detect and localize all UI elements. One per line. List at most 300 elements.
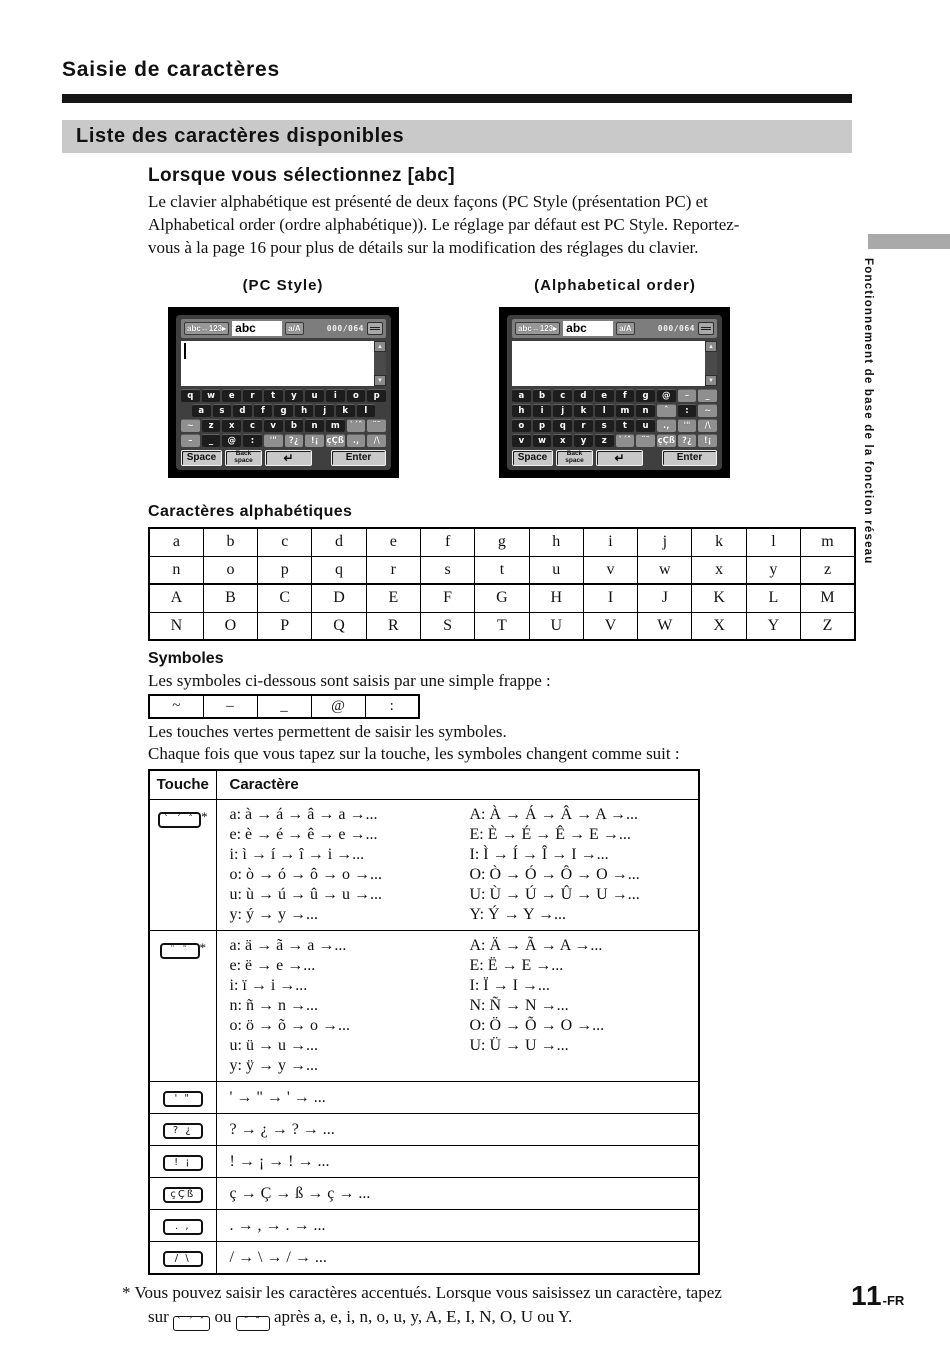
keyboard-key: r	[243, 389, 262, 402]
footnote-marker: *	[199, 939, 206, 955]
alphabet-cell: s	[420, 556, 474, 584]
alphabet-cell: H	[529, 584, 583, 612]
keyboard-icon	[698, 322, 714, 335]
keyboard-key: r	[574, 419, 593, 432]
accent-key-icon: ˋ ˊ ˆ	[158, 812, 201, 828]
keyboard-key: k	[574, 404, 593, 417]
keyboard-key: /\	[698, 419, 717, 432]
alphabet-cell: u	[529, 556, 583, 584]
keyboard-key: ?¿	[285, 434, 304, 447]
alphabet-cell: f	[420, 528, 474, 556]
footnote	[122, 1281, 862, 1331]
case-toggle-button: a/A	[285, 322, 303, 335]
backspace-key-label: Back	[235, 450, 252, 458]
uppercase-sequence: A: Ä → Ã → A →...	[469, 936, 603, 954]
keyboard-key: @	[657, 389, 676, 402]
keyboard-key: t	[616, 419, 635, 432]
keyboard-key: c	[243, 419, 262, 432]
footnote-text: Vous pouvez saisir les caractères accentués. Lorsque vous saisissez un caractère, tapez	[134, 1283, 722, 1302]
keyboard-key: i	[533, 404, 552, 417]
lowercase-sequence: y: ý → y →...	[229, 905, 318, 923]
accent-key-icon: ! ¡	[163, 1155, 203, 1171]
alphabet-cell: B	[203, 584, 257, 612]
uppercase-sequence: Y: Ý → Y →...	[469, 905, 566, 923]
footnote-text: ou	[210, 1307, 236, 1326]
uppercase-sequence: O: Ò → Ó → Ô → O →...	[469, 865, 640, 883]
alphabet-cell: F	[420, 584, 474, 612]
keyboard-key: /\	[367, 434, 386, 447]
diaeresis-tilde-key-icon: ¨ ˜	[236, 1316, 270, 1331]
keyboard-key: _	[202, 434, 221, 447]
lowercase-sequence: i: ì → í → î → i →...	[229, 845, 365, 863]
keyboard-key: b	[533, 389, 552, 402]
character-cell	[216, 1209, 699, 1241]
lowercase-sequence: i: ï → i →...	[229, 976, 308, 994]
character-sequence-line	[230, 845, 699, 865]
character-column-header: Caractère	[216, 770, 699, 799]
keyboard-key: q	[181, 389, 200, 402]
character-sequence-line	[230, 1036, 699, 1056]
alphabet-cell: W	[638, 612, 692, 640]
scroll-up-icon: ▲	[705, 341, 717, 352]
footnote-star: *	[122, 1283, 135, 1302]
symbols-intro-text: Les symboles ci-dessous sont saisis par une simple frappe :	[148, 671, 551, 690]
keyboard-key: u	[636, 419, 655, 432]
symbols-note-2: Chaque fois que vous tapez sur la touche, les symboles changent comme suit :	[148, 744, 680, 763]
key-table-row	[149, 930, 699, 1081]
scrollbar	[705, 341, 717, 385]
keyboard-screenshot-alphabetical	[499, 307, 730, 478]
character-sequence-line	[230, 1016, 699, 1036]
uppercase-sequence: U: Ù → Ú → Û → U →...	[469, 885, 640, 903]
key-character-table	[148, 769, 700, 1275]
keyboard-key-row	[181, 434, 386, 447]
keyboard-key: h	[295, 404, 314, 417]
subsection-title: Lorsque vous sélectionnez [abc]	[148, 165, 455, 186]
input-mode-field: abc	[563, 321, 613, 336]
alphabet-cell: k	[692, 528, 746, 556]
keyboard-key: '"	[678, 419, 697, 432]
keyboard-key: ˆ	[657, 404, 676, 417]
alphabet-cell: r	[366, 556, 420, 584]
text-display	[512, 341, 705, 385]
accent-key-icon: ? ¿	[163, 1123, 203, 1139]
alphabet-cell: J	[638, 584, 692, 612]
uppercase-sequence: N: Ñ → N →...	[469, 996, 569, 1014]
alphabet-cell: l	[746, 528, 800, 556]
character-sequence-line	[230, 865, 699, 885]
alphabet-cell: M	[801, 584, 855, 612]
keyboard-key: b	[285, 419, 304, 432]
alphabet-cell: V	[583, 612, 637, 640]
keyboard-key: j	[315, 404, 334, 417]
character-sequence-line	[230, 956, 699, 976]
alphabet-cell: Y	[746, 612, 800, 640]
scroll-down-icon: ▼	[374, 375, 386, 386]
backspace-key	[556, 450, 593, 466]
alphabet-cell: z	[801, 556, 855, 584]
alphabet-row	[149, 612, 855, 640]
alphabet-row	[149, 528, 855, 556]
intro-line: Le clavier alphabétique est présenté de deux façons (PC Style (présentation PC) et	[148, 192, 708, 211]
symbols-table	[148, 694, 420, 719]
scroll-up-icon: ▲	[374, 341, 386, 352]
alphabet-cell: T	[475, 612, 529, 640]
intro-paragraph	[148, 190, 864, 259]
key-cell	[149, 1209, 216, 1241]
keyboard-key: .,	[657, 419, 676, 432]
alphabet-cell: p	[258, 556, 312, 584]
symbols-note-1: Les touches vertes permettent de saisir les symboles.	[148, 722, 507, 741]
symbols-row	[149, 695, 419, 718]
alphabet-cell: d	[312, 528, 366, 556]
keyboard-icon	[367, 322, 383, 335]
symbols-heading: Symboles	[148, 650, 224, 667]
alphabet-cell: K	[692, 584, 746, 612]
key-cell	[149, 1241, 216, 1274]
alphabet-cell: G	[475, 584, 529, 612]
keyboard-key: p	[367, 389, 386, 402]
character-cell	[216, 1177, 699, 1209]
keyboard-key: ¨˜	[367, 419, 386, 432]
keyboard-key: d	[574, 389, 593, 402]
key-cell	[149, 1145, 216, 1177]
alphabet-cell: D	[312, 584, 366, 612]
keyboard-key: '"	[264, 434, 283, 447]
character-cell	[216, 1145, 699, 1177]
keyboard-key: e	[595, 389, 614, 402]
character-sequence-line	[230, 976, 699, 996]
keyboard-bezel	[507, 315, 722, 470]
key-cell	[149, 799, 216, 930]
keyboard-key: a	[192, 404, 211, 417]
character-sequence-line	[230, 996, 699, 1016]
alphabet-cell: i	[583, 528, 637, 556]
keyboard-key: a	[512, 389, 531, 402]
alphabet-cell: E	[366, 584, 420, 612]
return-key: ↵	[596, 450, 643, 466]
footnote-line-2	[148, 1305, 862, 1331]
keyboard-key-row	[512, 404, 717, 417]
alphabet-cell: L	[746, 584, 800, 612]
alphabet-cell: g	[475, 528, 529, 556]
intro-line: vous à la page 16 pour plus de détails sur la modification des réglages du clavier.	[148, 238, 699, 257]
keyboard-key: n	[305, 419, 324, 432]
keyboard-key: s	[213, 404, 232, 417]
keyboard-key: y	[285, 389, 304, 402]
uppercase-sequence: U: Ü → U →...	[469, 1036, 569, 1054]
keyboard-key-row	[181, 389, 386, 402]
keyboard-key: h	[512, 404, 531, 417]
alphabet-cell: N	[149, 612, 203, 640]
keyboard-key: ~	[698, 404, 717, 417]
keyboard-key: u	[305, 389, 324, 402]
character-sequence-line: ? → ¿ → ? → ...	[229, 1120, 335, 1138]
keyboard-key: x	[553, 434, 572, 447]
keyboard-key: z	[595, 434, 614, 447]
key-table-row	[149, 1145, 699, 1177]
grave-acute-circumflex-key-icon: ˋ ˊ ˆ	[173, 1316, 210, 1331]
character-cell	[216, 1113, 699, 1145]
character-sequence-line	[230, 885, 699, 905]
space-key: Space	[181, 450, 222, 466]
keyboard-key: w	[533, 434, 552, 447]
symbol-cell: @	[311, 695, 365, 718]
symbol-cell: –	[203, 695, 257, 718]
backspace-key-label: space	[234, 456, 253, 464]
keyboard-key: s	[595, 419, 614, 432]
accent-key-icon: / \	[163, 1251, 203, 1267]
enter-key: Enter	[331, 450, 386, 466]
keyboard-key: z	[202, 419, 221, 432]
keyboard-key: ˋˊˆ	[347, 419, 366, 432]
lowercase-sequence: a: ä → ã → a →...	[229, 936, 347, 954]
keyboard-key-row	[181, 404, 386, 417]
lowercase-sequence: o: ò → ó → ô → o →...	[229, 865, 382, 883]
accent-key-icon: . ,	[163, 1219, 203, 1235]
key-table-row	[149, 1241, 699, 1274]
keyboard-key: o	[347, 389, 366, 402]
alphabet-cell: a	[149, 528, 203, 556]
mode-toggle-button: abc↔123▸	[515, 322, 560, 335]
uppercase-sequence: A: À → Á → Â → A →...	[469, 805, 638, 823]
accent-key-icon: ' "	[163, 1091, 203, 1107]
alphabetic-characters-table	[148, 527, 856, 641]
keyboard-caption-alphabetical: (Alphabetical order)	[534, 277, 696, 294]
intro-line: Alphabetical order (ordre alphabétique)). Le réglage par défaut est PC Style. Reportez-	[148, 215, 740, 234]
alphabet-cell: C	[258, 584, 312, 612]
lowercase-sequence: u: ü → u →...	[229, 1036, 318, 1054]
alphabet-cell: j	[638, 528, 692, 556]
keyboard-key: d	[233, 404, 252, 417]
character-sequence-line	[230, 825, 699, 845]
character-sequence-line: / → \ → / → ...	[229, 1248, 327, 1266]
keyboard-key-row	[512, 419, 717, 432]
alphabet-cell: v	[583, 556, 637, 584]
alphabet-cell: U	[529, 612, 583, 640]
keyboard-key: q	[553, 419, 572, 432]
keyboard-key: .,	[347, 434, 366, 447]
keyboard-keys	[181, 389, 386, 449]
accent-key-icon: çÇß	[163, 1187, 203, 1203]
panel-icon-line	[701, 327, 711, 328]
keyboard-key: l	[357, 404, 376, 417]
text-cursor	[184, 343, 186, 359]
character-sequence-line: ç → Ç → ß → ç → ...	[229, 1184, 371, 1202]
mode-toggle-button: abc↔123▸	[184, 322, 229, 335]
keyboard-key: :	[243, 434, 262, 447]
character-sequence-line	[230, 805, 699, 825]
keyboard-key: l	[595, 404, 614, 417]
alphabet-cell: m	[801, 528, 855, 556]
alphabet-cell: S	[420, 612, 474, 640]
symbol-cell: :	[365, 695, 419, 718]
keyboard-key: :	[678, 404, 697, 417]
character-cell	[216, 1241, 699, 1274]
keyboard-key: @	[222, 434, 241, 447]
alphabet-cell: b	[203, 528, 257, 556]
alphabet-cell: R	[366, 612, 420, 640]
backspace-key-label: Back	[566, 450, 583, 458]
keyboard-key: çÇß	[657, 435, 675, 446]
keyboard-key: e	[222, 389, 241, 402]
alphabet-row	[149, 556, 855, 584]
keyboard-key: ?¿	[678, 434, 697, 447]
keyboard-bezel	[176, 315, 391, 470]
enter-key: Enter	[662, 450, 717, 466]
text-display	[181, 341, 374, 385]
text-entry-area	[181, 341, 386, 385]
alphabet-row	[149, 584, 855, 612]
alphabet-cell: o	[203, 556, 257, 584]
page-number: 11 -FR	[851, 1280, 905, 1311]
lowercase-sequence: y: ÿ → y →...	[229, 1056, 318, 1074]
keyboard-key: k	[336, 404, 355, 417]
keyboard-key-row	[512, 389, 717, 402]
keyboard-key: f	[616, 389, 635, 402]
keyboard-key: y	[574, 434, 593, 447]
keyboard-key: –	[678, 389, 697, 402]
keyboard-key: _	[698, 389, 717, 402]
character-sequence-line	[230, 905, 699, 925]
key-cell	[149, 930, 216, 1081]
uppercase-sequence: I: Ì → Í → Î → I →...	[469, 845, 609, 863]
panel-icon-line	[370, 327, 380, 328]
character-cell	[216, 799, 699, 930]
text-entry-area	[512, 341, 717, 385]
backspace-key	[225, 450, 262, 466]
keyboard-key: j	[553, 404, 572, 417]
panel-icon-line	[370, 329, 380, 330]
alphabet-cell: y	[746, 556, 800, 584]
key-cell	[149, 1177, 216, 1209]
keyboard-key-row	[181, 419, 386, 432]
keyboard-key: i	[326, 389, 345, 402]
lowercase-sequence: e: ë → e →...	[229, 956, 316, 974]
key-table-row	[149, 1209, 699, 1241]
keyboard-key: n	[636, 404, 655, 417]
keyboard-keys	[512, 389, 717, 449]
keyboard-key: g	[274, 404, 293, 417]
return-key: ↵	[265, 450, 312, 466]
page-title: Saisie de caractères	[62, 58, 280, 81]
uppercase-sequence: O: Ö → Õ → O →...	[469, 1016, 605, 1034]
chapter-sidebar-label: Fonctionnement de base de la fonction réseau	[862, 258, 874, 565]
alphabet-cell: P	[258, 612, 312, 640]
keyboard-bottom-row	[512, 450, 717, 466]
alphabet-cell: I	[583, 584, 637, 612]
keyboard-key: !¡	[305, 434, 324, 447]
keyboard-key: g	[636, 389, 655, 402]
input-mode-field: abc	[232, 321, 282, 336]
lowercase-sequence: a: à → á → â → a →...	[229, 805, 378, 823]
keyboard-toolbar	[181, 319, 386, 338]
footnote-text: après a, e, i, n, o, u, y, A, E, I, N, O, U ou Y.	[269, 1307, 573, 1326]
uppercase-sequence: E: È → É → Ê → E →...	[469, 825, 631, 843]
keyboard-key: c	[553, 389, 572, 402]
footnote-line-1	[122, 1281, 862, 1305]
scroll-down-icon: ▼	[705, 375, 717, 386]
symbol-cell: _	[257, 695, 311, 718]
keyboard-key: x	[222, 419, 241, 432]
uppercase-sequence: E: Ë → E →...	[469, 956, 564, 974]
key-table-row	[149, 799, 699, 930]
symbol-cell: ~	[149, 695, 203, 718]
keyboard-key: ~	[181, 419, 200, 432]
alphabet-cell: x	[692, 556, 746, 584]
keyboard-key: m	[616, 404, 635, 417]
keyboard-key: –	[181, 434, 200, 447]
accent-key-icon: ¨ ˜	[160, 943, 200, 959]
panel-icon-line	[701, 329, 711, 330]
scrollbar	[374, 341, 386, 385]
alphabetic-characters-heading: Caractères alphabétiques	[148, 503, 353, 520]
alphabet-cell: c	[258, 528, 312, 556]
footnote-text: sur	[148, 1307, 174, 1326]
key-table-row	[149, 1177, 699, 1209]
keyboard-key: v	[512, 434, 531, 447]
key-cell	[149, 1081, 216, 1113]
keyboard-key: çÇß	[326, 435, 344, 446]
keyboard-toolbar	[512, 319, 717, 338]
alphabet-cell: w	[638, 556, 692, 584]
character-sequence-line: ! → ¡ → ! → ...	[229, 1152, 330, 1170]
keyboard-key: !¡	[698, 434, 717, 447]
alphabet-cell: X	[692, 612, 746, 640]
keyboard-key: ¨˜	[636, 434, 655, 447]
case-toggle-button: a/A	[616, 322, 634, 335]
chapter-tab	[868, 234, 950, 249]
key-column-header: Touche	[149, 770, 216, 799]
alphabet-cell: O	[203, 612, 257, 640]
alphabet-cell: A	[149, 584, 203, 612]
keyboard-key: v	[264, 419, 283, 432]
keyboard-key: o	[512, 419, 531, 432]
uppercase-sequence: I: Ï → I →...	[469, 976, 550, 994]
keyboard-key-row	[512, 434, 717, 447]
alphabet-cell: Q	[312, 612, 366, 640]
character-sequence-line	[230, 1056, 699, 1076]
character-cell	[216, 1081, 699, 1113]
keyboard-bottom-row	[181, 450, 386, 466]
backspace-key-label: space	[565, 456, 584, 464]
keyboard-screenshot-pc-style	[168, 307, 399, 478]
lowercase-sequence: u: ù → ú → û → u →...	[229, 885, 382, 903]
lowercase-sequence: n: ñ → n →...	[229, 996, 318, 1014]
keyboard-key: m	[326, 419, 345, 432]
alphabet-cell: q	[312, 556, 366, 584]
keyboard-key: p	[533, 419, 552, 432]
keyboard-caption-pc-style: (PC Style)	[242, 277, 324, 294]
keyboard-key: ˋˊˆ	[616, 434, 635, 447]
character-sequence-line	[230, 936, 699, 956]
lowercase-sequence: e: è → é → ê → e →...	[229, 825, 378, 843]
title-rule	[62, 94, 852, 103]
section-banner: Liste des caractères disponibles	[62, 120, 852, 153]
footnote-marker: *	[201, 808, 208, 824]
character-counter: 000/064	[326, 324, 364, 334]
key-table-row	[149, 1081, 699, 1113]
alphabet-cell: t	[475, 556, 529, 584]
character-sequence-line: ' → " → ' → ...	[229, 1088, 326, 1106]
alphabet-cell: h	[529, 528, 583, 556]
character-sequence-line: . → , → . → ...	[229, 1216, 326, 1234]
key-cell	[149, 1113, 216, 1145]
alphabet-cell: n	[149, 556, 203, 584]
character-cell	[216, 930, 699, 1081]
keyboard-key: f	[254, 404, 273, 417]
lowercase-sequence: o: ö → õ → o →...	[229, 1016, 350, 1034]
